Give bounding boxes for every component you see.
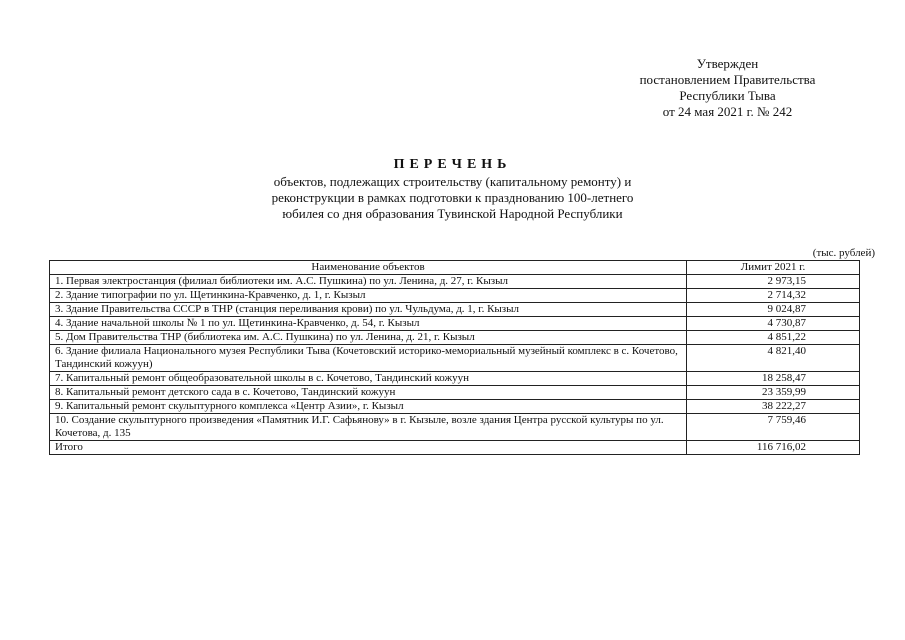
object-name-cell: 6. Здание филиала Национального музея Республики Тыва (Кочетовский историко-мемориальный музейный комплекс в с. Кочетово, Тандинский кожуун) (50, 345, 687, 372)
object-name-cell: 2. Здание типографии по ул. Щетинкина-Кравченко, д. 1, г. Кызыл (50, 289, 687, 303)
approval-block (600, 56, 855, 120)
limit-amount-cell: 7 759,46 (687, 414, 860, 441)
document-title: ПЕРЕЧЕНЬ (393, 157, 512, 172)
total-label-cell: Итого (50, 441, 687, 455)
limit-amount-cell: 18 258,47 (687, 372, 860, 386)
limit-amount-cell: 9 024,87 (687, 303, 860, 317)
approval-line-1: Утвержден (696, 56, 759, 71)
document-subtitle-line-3: юбилея со дня образования Тувинской Народной Республики (282, 206, 623, 221)
table-total-row (50, 441, 860, 455)
limit-amount-cell: 2 714,32 (687, 289, 860, 303)
table-row (50, 331, 860, 345)
document-subtitle-line-1: объектов, подлежащих строительству (капитальному ремонту) и (273, 174, 632, 189)
object-name-cell: 3. Здание Правительства СССР в ТНР (станция переливания крови) по ул. Чульдума, д. 1, г. Кызыл (50, 303, 687, 317)
table-row (50, 289, 860, 303)
object-name-cell: 10. Создание скульптурного произведения «Памятник И.Г. Сафьянову» в г. Кызыле, возле здания Центра русской культуры по ул. Кочетова, д. 135 (50, 414, 687, 441)
total-amount-cell: 116 716,02 (687, 441, 860, 455)
approval-line-3: Республики Тыва (679, 88, 776, 103)
approval-line-2: постановлением Правительства (639, 72, 816, 87)
object-name-cell: 1. Первая электростанция (филиал библиотеки им. А.С. Пушкина) по ул. Ленина, д. 27, г. Кызыл (50, 275, 687, 289)
header-limit: Лимит 2021 г. (687, 261, 860, 275)
object-name-cell: 8. Капитальный ремонт детского сада в с. Кочетово, Тандинский кожуун (50, 386, 687, 400)
units-note: (тыс. рублей) (812, 247, 875, 259)
table-row (50, 317, 860, 331)
table-row (50, 275, 860, 289)
table-row (50, 303, 860, 317)
approval-line-4: от 24 мая 2021 г. № 242 (662, 104, 793, 119)
limit-amount-cell: 4 821,40 (687, 345, 860, 372)
document-title-block (170, 156, 735, 222)
limit-amount-cell: 2 973,15 (687, 275, 860, 289)
limit-amount-cell: 4 851,22 (687, 331, 860, 345)
table-row (50, 386, 860, 400)
table-row (50, 372, 860, 386)
limit-amount-cell: 23 359,99 (687, 386, 860, 400)
document-subtitle-line-2: реконструкции в рамках подготовки к празднованию 100-летнего (271, 190, 634, 205)
object-name-cell: 4. Здание начальной школы № 1 по ул. Щетинкина-Кравченко, д. 54, г. Кызыл (50, 317, 687, 331)
header-object-name: Наименование объектов (50, 261, 687, 275)
table-row (50, 345, 860, 372)
object-name-cell: 9. Капитальный ремонт скульптурного комплекса «Центр Азии», г. Кызыл (50, 400, 687, 414)
limit-amount-cell: 4 730,87 (687, 317, 860, 331)
object-name-cell: 7. Капитальный ремонт общеобразовательной школы в с. Кочетово, Тандинский кожуун (50, 372, 687, 386)
table-row (50, 414, 860, 441)
object-name-cell: 5. Дом Правительства ТНР (библиотека им. А.С. Пушкина) по ул. Ленина, д. 21, г. Кызыл (50, 331, 687, 345)
objects-table (49, 260, 860, 455)
table-row (50, 400, 860, 414)
limit-amount-cell: 38 222,27 (687, 400, 860, 414)
table-header-row (50, 261, 860, 275)
